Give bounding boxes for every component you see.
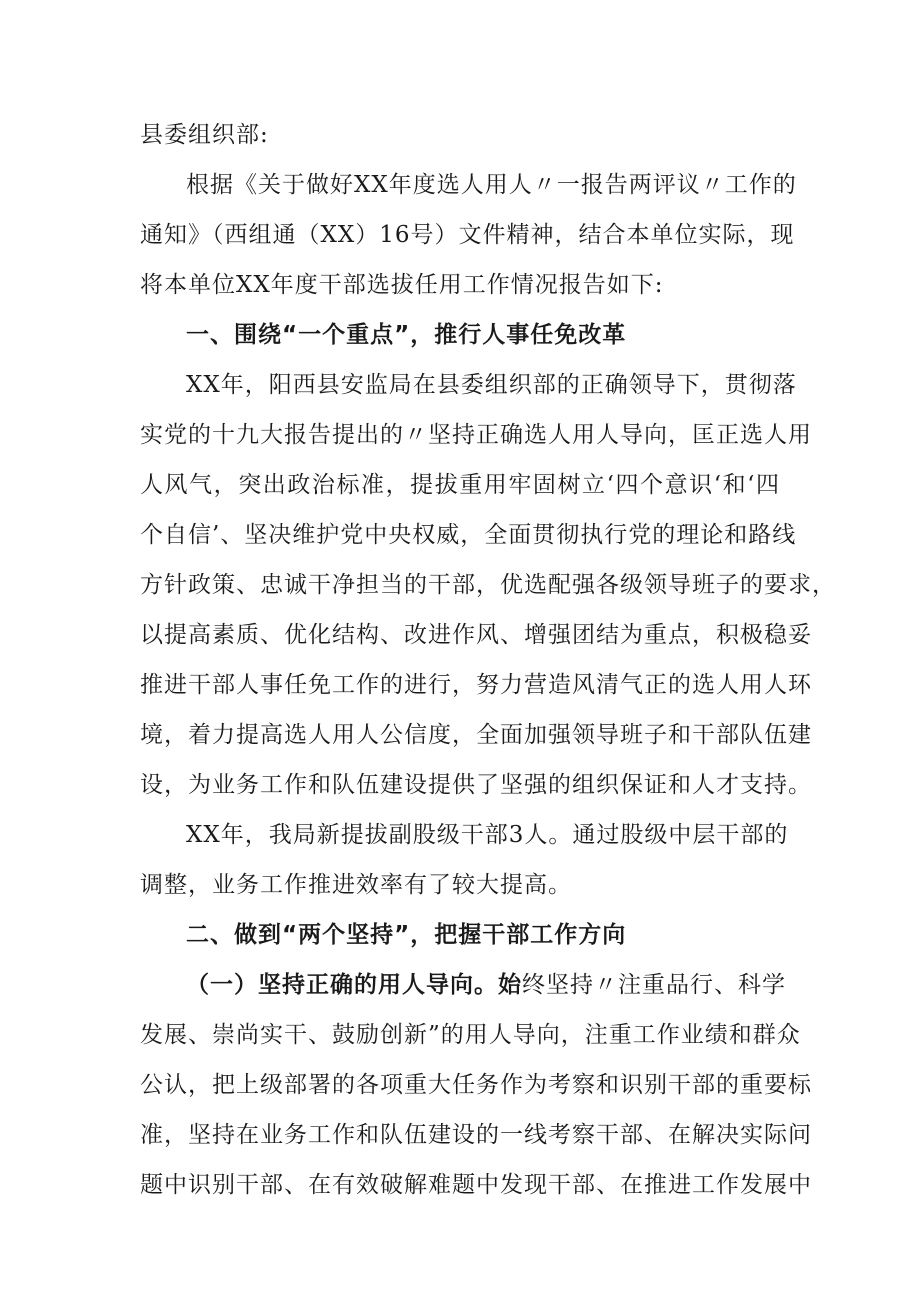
text-line: 以提高素质、优化结构、改进作风、增强团结为重点，积极稳妥 xyxy=(140,622,812,648)
text-line: 调整，业务工作推进效率有了较大提高。 xyxy=(140,872,572,898)
text-line: 将本单位XX年度干部选拔任用工作情况报告如下: xyxy=(140,272,664,298)
text-line: 设，为业务工作和队伍建设提供了坚强的组织保证和人才支持。 xyxy=(140,772,812,798)
section-heading-1: 一、围绕“一个重点”，推行人事任免改革 xyxy=(186,322,627,348)
salutation: 县委组织部: xyxy=(140,122,269,148)
text-line: 题中识别干部、在有效破解难题中发现干部、在推进工作发展中 xyxy=(140,1172,812,1198)
text-line: 发展、崇尚实干、鼓励创新”的用人导向，注重工作业绩和群众 xyxy=(140,1022,801,1048)
text-fragment: 终坚持〃注重品行、科学 xyxy=(522,972,786,998)
text-line xyxy=(140,960,786,1010)
text-line: 通知》（西组通（XX）16号）文件精神，结合本单位实际，现 xyxy=(140,222,795,248)
section1-paragraph-2 xyxy=(140,810,789,910)
text-line: 实党的十九大报告提出的〃坚持正确选人用人导向，匡正选人用 xyxy=(140,422,812,448)
section-heading-2: 二、做到“两个坚持”，把握干部工作方向 xyxy=(186,922,627,948)
text-line: 根据《关于做好XX年度选人用人〃一报告两评议〃工作的 xyxy=(186,172,797,198)
text-line: 人风气，突出政治标准，提拔重用牢固树立‘四个意识‘和‘四 xyxy=(140,472,780,498)
text-line: 方针政策、忠诚干净担当的干部，优选配强各级领导班子的要求， xyxy=(140,572,836,598)
subsection-lead: （一）坚持正确的用人导向。始 xyxy=(186,972,522,998)
section1-paragraph-1 xyxy=(140,360,836,810)
text-line: 境，着力提高选人用人公信度，全面加强领导班子和干部队伍建 xyxy=(140,722,812,748)
intro-paragraph xyxy=(140,160,797,310)
text-line: 准，坚持在业务工作和队伍建设的一线考察干部、在解决实际问 xyxy=(140,1122,812,1148)
text-line: 推进干部人事任免工作的进行，努力营造风清气正的选人用人环 xyxy=(140,672,812,698)
section2-paragraph-1 xyxy=(140,960,812,1210)
text-line: XX年，阳西县安监局在县委组织部的正确领导下，贯彻落 xyxy=(186,372,797,398)
text-line: XX年，我局新提拔副股级干部3人。通过股级中层干部的 xyxy=(186,822,789,848)
text-line: 公认，把上级部署的各项重大任务作为考察和识别干部的重要标 xyxy=(140,1072,812,1098)
text-line: 个自信’、坚决维护党中央权威，全面贯彻执行党的理论和路线 xyxy=(140,522,797,548)
document-body xyxy=(140,110,836,1210)
